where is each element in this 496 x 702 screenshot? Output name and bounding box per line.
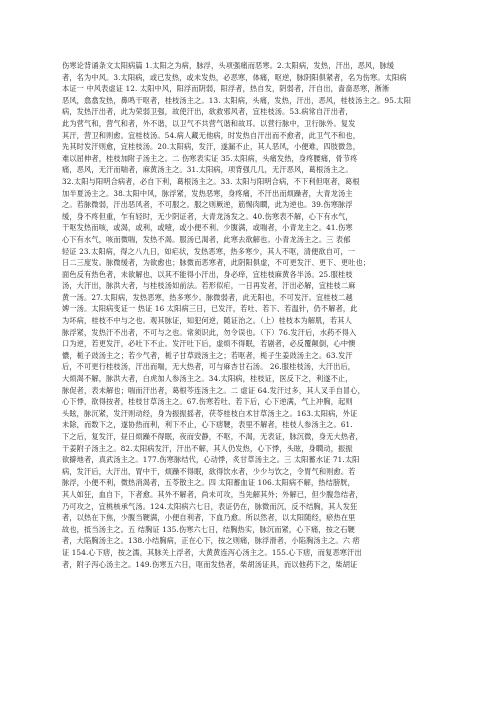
text-line: 未除，而数下之，遂协热而利，利下不止，心下痞鞕，表里不解者，桂枝人参汤主之。61.: [62, 420, 353, 430]
text-line: 轻证 23.太阳病，得之八九日，如疟状，发热恶寒，热多寒少，其人不呕，清便欲自可，一: [62, 246, 356, 256]
text-line: 黄一汤。27.太阳病，发热恶寒，热多寒少。脉微弱者，此无阳也，不可发汗。宜桂枝二越: [62, 292, 353, 302]
text-line: 憹，栀子豉汤主之；若少气者，栀子甘草豉汤主之；若呕者，栀子生姜豉汤主之。63.发汗: [62, 350, 353, 360]
document-page: [62, 60, 434, 660]
text-line: 痛，恶风，无汗而喘者，麻黄汤主之。31.太阳病，项背强几几，无汗恶风，葛根汤主之。: [62, 165, 353, 175]
text-line: 本证一 中风表虚证 12. 太阳中风，阳浮而阴弱，阳浮者，热自发，阴弱者，汗自出，啬啬恶寒，淅淅: [62, 84, 390, 94]
text-line: 脉促者，表未解也；喘而汗出者，葛根芩连汤主之。二 虚证 64.发汗过多，其人叉手自冒心，: [62, 385, 365, 395]
text-line: 口为逆，若更发汗，必吐下不止。发汗吐下后，虚烦不得眠，若剧者，必反覆颠倒，心中懊: [62, 339, 356, 349]
text-line: 其人如狂，血自下，下者愈。其外不解者，尚未可攻，当先解其外；外解已，但少腹急结者，: [62, 489, 363, 499]
text-line: 病，发热汗出者，此为荣弱卫强，故使汗出，欲救邪风者，宜桂枝汤。53.病常自汗出者，: [62, 107, 353, 117]
text-line: 乃可攻之，宜桃核承气汤。124.太阳病六七日，表证仍在，脉微而沉，反不结胸，其人发狂: [62, 501, 358, 511]
text-line: 头眩，脉沉紧，发汗则动经，身为振振摇者，茯苓桂枝白术甘草汤主之。163.太阳病，外证: [62, 408, 358, 418]
text-line: 脉浮，小便不利，微热消渴者，五苓散主之。四 太阳蓄血证 106.太阳病不解，热结膀胱，: [62, 478, 355, 488]
text-line: 加半夏汤主之。38.太阳中风，脉浮紧，发热恶寒，身疼痛，不汗出而烦躁者，大青龙汤主: [62, 188, 353, 198]
text-line: 病，发汗后，大汗出，胃中干，烦躁不得眠，欲得饮水者，少少与饮之，令胃气和则愈。若: [62, 466, 356, 476]
text-line: 面色反有热色者，未欲解也，以其不能得小汗出，身必痒，宜桂枝麻黄各半汤。25.服桂枝: [62, 269, 353, 279]
text-line: 大烦渴不解，脉洪大者，白虎加人参汤主之。34.太阳病，桂枝证，医反下之，利遂不止，: [62, 374, 353, 384]
text-line: 此为营气和，营气和者，外不谐，以卫气不共营气谐和故耳。以营行脉中，卫行脉外。复发: [62, 118, 356, 128]
text-line: 先其时发汗则愈，宜桂枝汤。20.太阳病，发汗，遂漏不止，其人恶风，小便难，四肢微急，: [62, 142, 361, 152]
text-line: 其汗，营卫和则愈。宜桂枝汤。54.病人藏无他病，时发热自汗出而不愈者，此卫气不和也，: [62, 130, 361, 140]
text-line: 之。若脉微弱，汗出恶风者，不可服之。服之则厥逆，筋惕肉瞤，此为逆也。39.伤寒脉浮: [62, 200, 353, 210]
text-line: 者，名为中风。3.太阳病，或已发热，或未发热，必恶寒，体痛，呕逆，脉阴阳俱紧者，名为伤寒。太阳病: [62, 72, 407, 82]
text-line: 伤寒论背诵条文太阳病篇 1.太阳之为病，脉浮，头项强痛而恶寒。2.太阳病，发热，汗出，恶风，脉缓: [62, 61, 395, 70]
text-line: 后，不可更行桂枝汤，汗出而喘，无大热者，可与麻杏甘石汤。 26.服桂枝汤，大汗出后，: [62, 362, 356, 372]
text-line: 心下悸，欲得按者，桂枝甘草汤主之。67.伤寒若吐、若下后，心下逆满，气上冲胸，起则: [62, 397, 353, 407]
text-line: 故也，抵当汤主之。五 结胸证 135.伤寒六七日，结胸热实，脉沉而紧，心下痛，按之石鞕: [62, 524, 355, 534]
text-line: 婢一汤。太阳病变证一 热证 16 太阳病三日，已发汗，若吐、若下、若温针，仍不解者，此: [62, 304, 358, 314]
text-line: 32.太阳与阳明合病者，必自下利，葛根汤主之。33. 太阳与阳明合病，不下利但呕者，葛根: [62, 176, 360, 186]
text-line: 为坏病，桂枝不中与之也。观其脉证，知犯何逆，随证治之。（上）桂枝本为解肌，若其人: [62, 316, 352, 326]
text-line: 难以屈伸者，桂枝加附子汤主之。二 伤寒表实证 35.太阳病，头痛发热，身疼腰痛，骨节疼: [62, 153, 358, 163]
text-line: 缓，身不疼但重，乍有轻时，无少阴证者，大青龙汤发之。40.伤寒表不解，心下有水气，: [62, 211, 353, 221]
text-line: 者，以热在下焦，少腹当鞕满，小便自利者，下血乃愈。所以然者，以太阳随经，瘀热在里: [62, 513, 356, 523]
text-line: 汤，大汗出，脉洪大者，与桂枝汤如前法。若形似疟，一日再发者，汗出必解，宜桂枝二麻: [62, 281, 356, 291]
text-line: 证 154.心下痞，按之濡，其脉关上浮者，大黄黄连泻心汤主之。155.心下痞，而复恶寒汗出: [62, 547, 362, 557]
text-line: 日二三度发。脉微缓者，为欲愈也；脉微而恶寒者，此阴阳俱虚，不可更发汗、更下、更吐也；: [62, 258, 371, 268]
text-line: 恶风，翕翕发热，鼻鸣干呕者，桂枝汤主之。13. 太阳病，头痛，发热，汗出，恶风，桂枝汤主之。95.太阳: [62, 95, 412, 105]
text-line: 干呕发热而咳，或渴，或利，或噎，或小便不利、少腹满，或喘者，小青龙主之。41.伤寒: [62, 223, 353, 233]
text-line: 干姜附子汤主之。82.太阳病发汗，汗出不解，其人仍发热，心下悸，头眩，身瞤动，振振: [62, 443, 353, 453]
text-line: 下之后，复发汗，昼日烦躁不得眠，夜而安静，不呕，不渴，无表证，脉沉微，身无大热者，: [62, 432, 363, 441]
text-line: 心下有水气，咳而微喘，发热不渴。服汤已渴者，此寒去欲解也。小青龙汤主之。三 表郁: [62, 234, 351, 244]
text-line: 者，大陷胸汤主之。138.小结胸病，正在心下，按之则痛，脉浮滑者，小陷胸汤主之。六 痞: [62, 536, 360, 546]
text-line: 欲擗地者，真武汤主之。177.伤寒脉结代，心动悸，炙甘草汤主之。三 太阳蓄水证 71.太阳: [62, 455, 360, 465]
text-line: 脉浮紧，发热汗不出者，不可与之也。常须识此，勿令误也。（下）76.发汗后，水药不得入: [62, 327, 357, 337]
text-line: 者，附子泻心汤主之。149.伤寒五六日，呕而发热者，柴胡汤证具，而以他药下之，柴胡证: [62, 559, 358, 569]
